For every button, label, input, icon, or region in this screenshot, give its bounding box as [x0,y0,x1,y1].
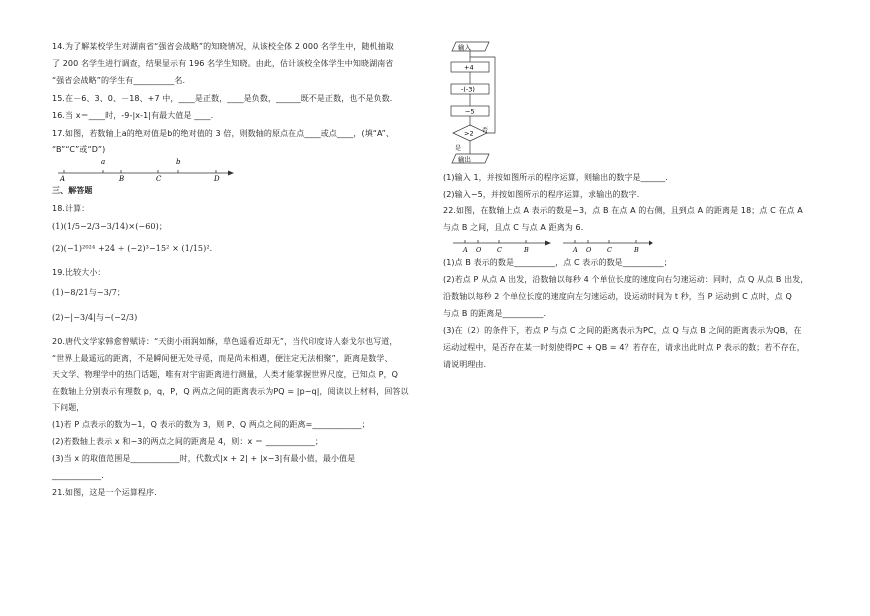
question-20-line-1: 20.唐代文学家韩愈曾赋诗：“天街小雨润如酥，草色遥看近却无”，当代印度诗人泰戈尔也写道， [52,337,398,346]
question-20-part-3-line-1: (3)当 x 的取值范围是____________时，代数式|x + 2| + |x−3|有最小值，最小值是 [52,454,356,463]
question-17-line-2: “B”“C”或“D”) [52,145,106,154]
question-17-number-line [58,156,234,182]
question-20-line-4: 在数轴上分别表示有理数 p，q，P，Q 两点之间的距离表示为PQ = |p−q|，阅读以上材料，回答以 [52,387,409,396]
question-22-part-2-line-2: 沿数轴以每秒 2 个单位长度的速度向左匀速运动，设运动时间为 t 秒，当 P 运动到 C 点时，点 Q [443,292,792,301]
label-a: a [101,158,106,166]
question-21: 21.如图，这是一个运算程序. [52,488,157,497]
flow-op2-label: -(-3) [461,85,475,94]
question-15: 15.在－6、3、0、－18、+7 中，____是正数，____是负数，______既不是正数，也不是负数. [52,94,393,103]
question-20-part-1: (1)若 P 点表示的数为−1，Q 表示的数为 3，则 P、Q 两点之间的距离=____________； [52,420,370,429]
question-20-line-5: 下问题， [52,403,85,412]
question-22-part-2-line-1: (2)若点 P 从点 A 出发，沿数轴以每秒 4 个单位长度的速度向右匀速运动：同时，点 Q 从点 B 出发， [443,275,809,284]
question-22-line-2: 与点 B 之间，且点 C 与点 A 距离为 6. [443,223,584,232]
question-22-number-lines [453,235,653,255]
label-b: b [176,158,181,166]
question-16: 16.当 x＝____时，-9-|x-1|有最大值是 ____. [52,111,214,120]
flow-condition-label: >2 [464,129,474,138]
question-14-line-2: 了 200 名学生进行调查，结果显示有 196 名学生知晓。由此，估计该校全体学生中知晓湖南省 [52,59,394,68]
question-17-line-1: 17.如图，若数轴上a的绝对值是b的绝对值的 3 倍，则数轴的原点在点____或点____，(填“A”、 [52,129,394,138]
line2-point-B: B [634,246,639,254]
question-20-line-2: “世界上最遥远的距离，不是瞬间便无处寻觅，而是尚未相遇，便注定无法相聚”，距离是数学、 [52,354,393,363]
question-22-part-3-line-2: 运动过程中，是否存在某一时刻使得PC + QB = 4？若存在，请求出此时点 P 表示的数；若不存在， [443,343,805,352]
question-21-part-2: (2)输入−5，并按如图所示的程序运算，求输出的数字. [443,190,640,199]
question-21-part-1: (1)输入 1，并按如图所示的程序运算，则输出的数字是______. [443,173,668,182]
flow-no-label: 否 [482,127,489,134]
line2-point-A: A [573,246,578,254]
question-19-part-1: (1)−8/21与−3/7； [52,288,125,297]
line2-point-C: C [607,246,612,254]
line1-point-O: O [476,246,482,254]
question-22-part-3-line-1: (3)在（2）的条件下，若点 P 与点 C 之间的距离表示为PC，点 Q 与点 B 之间的距离表示为QB，在 [443,326,802,335]
line1-point-A: A [463,246,468,254]
question-18-part-2: (2)(−1)²⁰²⁴ +24 ÷ (−2)³−15² × (1/15)². [52,244,213,253]
flow-yes-label: 是 [455,145,462,152]
question-14-line-3: “强省会战略”的学生有__________名. [52,76,186,85]
question-22-part-1: (1)点 B 表示的数是__________，点 C 表示的数是__________； [443,258,672,267]
flow-input-label: 输入 [458,43,471,52]
flow-op3-label: −5 [465,107,475,116]
line2-point-O: O [586,246,592,254]
question-14-line-1: 14.为了解某校学生对湖南省“强省会战略”的知晓情况，从该校全体 2 000 名学生中，随机抽取 [52,42,394,51]
section-title-answers: 三、解答题 [52,186,93,195]
line1-point-B: B [524,246,529,254]
point-C: C [156,175,162,182]
question-22-part-2-line-3: 与点 B 的距离是__________. [443,309,547,318]
line1-point-C: C [497,246,502,254]
question-22-line-1: 22.如图，在数轴上点 A 表示的数是−3，点 B 在点 A 的右侧，且到点 A 的距离是 18；点 C 在点 A [443,206,803,215]
flowchart [443,40,503,168]
question-18: 18.计算： [52,204,90,213]
question-18-part-1: (1)(1/5−2/3−3/14)×(−60)； [52,222,167,231]
question-20-part-2: (2)若数轴上表示 x 和−3的两点之间的距离是 4，则：x ＝ ____________； [52,437,323,446]
question-20-part-3-line-2: ____________. [52,471,104,480]
point-B: B [119,175,125,182]
flow-output-label: 输出 [458,155,471,164]
flow-op1-label: +4 [464,63,474,72]
question-20-line-3: 天文学、物理学中的热门话题，唯有对宇宙距离进行测量，人类才能掌握世界尺度，已知点 P，Q [52,370,399,379]
question-19-part-2: (2)−|−3/4|与−(−2/3) [52,313,138,322]
question-19: 19.比较大小： [52,268,106,277]
question-22-part-3-line-3: 请说明理由. [443,360,487,369]
point-A: A [60,175,66,182]
point-D: D [214,175,220,182]
